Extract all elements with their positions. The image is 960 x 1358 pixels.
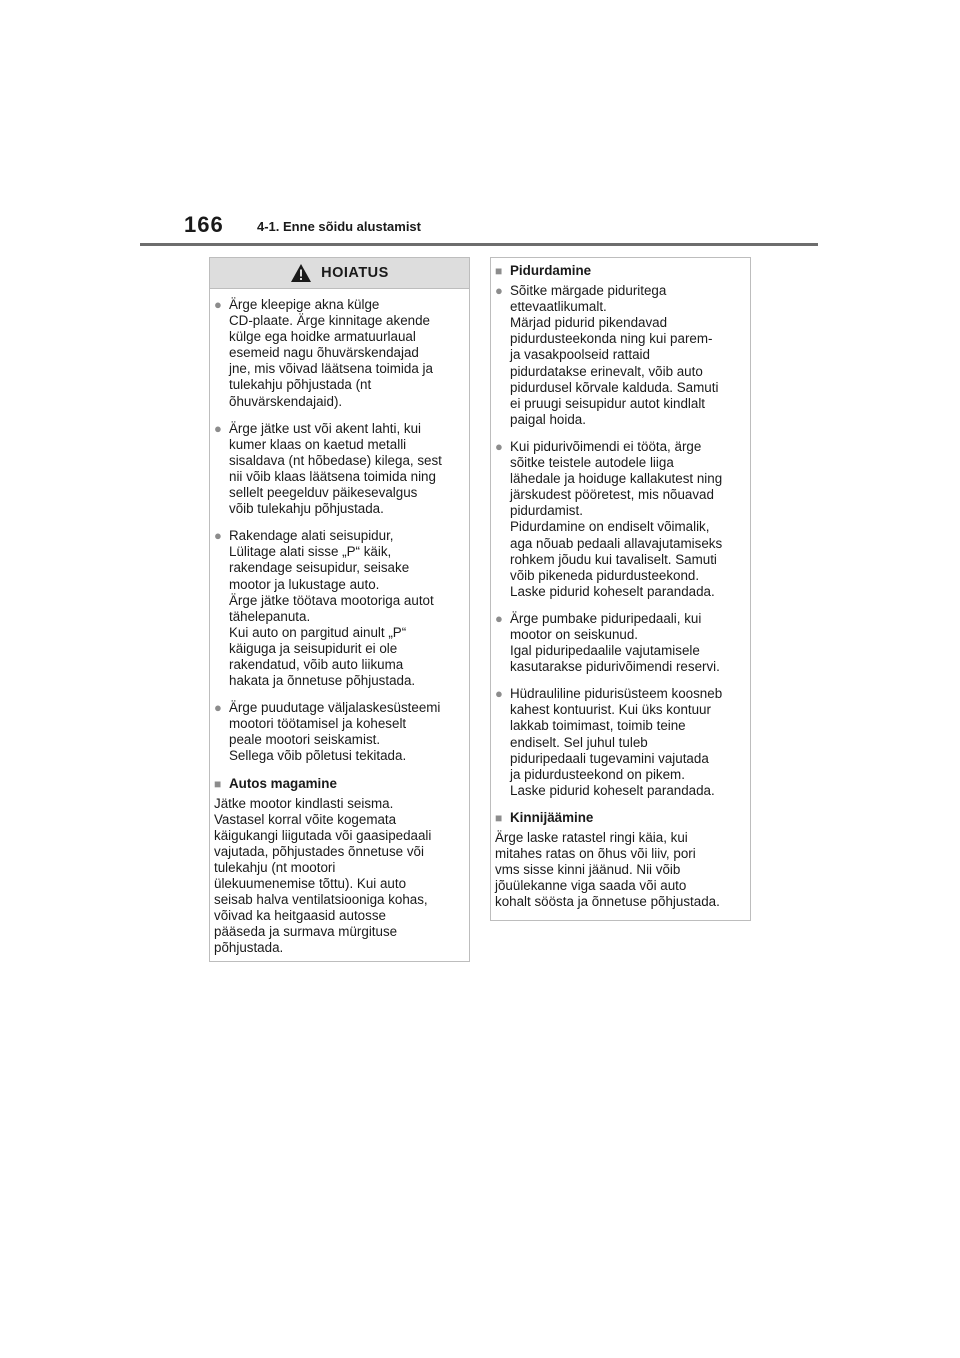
braking-content: [491, 263, 750, 910]
list-item: [495, 611, 742, 675]
bullet-text: Kui pidurivõimendi ei tööta, ärge sõitke teistele autodele liiga lähedale ja hoiduge kallakutest ning järskudest pööretest, mis nõuavad pidurdamist. Pidurdamine on endiselt võimalik, aga nõuab pedaali allavajutamiseks rohkem jõudu kui tavaliselt. Samuti võib pikeneda pidurdusteekond. Laske pidurid koheselt parandada.: [510, 438, 723, 599]
square-marker-icon: ■: [214, 776, 222, 791]
heading-text: Pidurdamine: [510, 263, 592, 278]
section-paragraph: Jätke mootor kindlasti seisma. Vastasel korral võite kogemata käigukangi liigutada või gaasipedaali vajutada, põhjustades õnnetuse või tulekahju (nt mootori ülekuumenemise tõttu). Kui auto seisab halva ventilatsiooniga kohas, võivad ka heitgaasid autosse pääseda ja surmava mürgituse põhjustada.: [214, 795, 432, 956]
circle-bullet-icon: ●: [495, 438, 503, 454]
circle-bullet-icon: ●: [495, 610, 503, 626]
bullet-text: Ärge puudutage väljalaskesüsteemi mootori töötamisel ja koheselt peale mootori seiskamist. Sellega võib põletusi tekitada.: [229, 700, 441, 764]
page-number: 166: [184, 212, 224, 237]
braking-box: [490, 257, 751, 921]
warning-box: [209, 257, 470, 962]
bullet-text: Hüdrauliline pidurisüsteem koosneb kahest kontuurist. Kui üks kontuur lakkab toimimast, toimib teine endiselt. Sel juhul tuleb piduripedaali tugevamini vajutada ja pidurdusteekond on pikem. Laske pidurid koheselt parandada.: [510, 686, 723, 798]
list-item: [214, 297, 461, 410]
warning-triangle-icon: [290, 263, 312, 283]
square-marker-icon: ■: [495, 810, 503, 825]
list-item: [495, 439, 742, 600]
bullet-text: Ärge kleepige akna külge CD-plaate. Ärge kinnitage akende külge ega hoidke armatuurlaual esemeid nagu õhuvärskendajad jne, mis võivad läätsena toimida ja tulekahju põhjustada (nt õhuvärskendajaid).: [229, 297, 433, 409]
bullet-text: Sõitke märgade piduritega ettevaatlikumalt. Märjad pidurid pikendavad pidurdusteekonda ning kui parem- ja vasakpoolseid rattaid pidurdatakse erinevalt, võib auto pidurdusel kõrvale kalduda. Samuti ei pruugi seisupidur autot kindlalt paigal hoida.: [510, 283, 719, 427]
warning-content: [210, 289, 469, 957]
section-paragraph: Ärge laske ratastel ringi käia, kui mitahes ratas on õhus või liiv, pori vms sisse kinni jäänud. Nii võib jõuülekanne viga saada või auto kohalt söösta ja õnnetuse põhjustada.: [495, 830, 720, 910]
header-rule: [140, 243, 818, 246]
list-item: [495, 686, 742, 799]
circle-bullet-icon: ●: [214, 297, 222, 312]
section-title: 4-1. Enne sõidu alustamist: [257, 219, 421, 234]
heading-text: Kinnijäämine: [510, 809, 594, 825]
circle-bullet-icon: ●: [214, 420, 222, 436]
list-item: [214, 528, 461, 689]
circle-bullet-icon: ●: [495, 686, 503, 702]
heading-text: Autos magamine: [229, 775, 337, 791]
list-item: [214, 700, 461, 764]
circle-bullet-icon: ●: [495, 283, 503, 299]
warning-header: [210, 258, 469, 289]
warning-title: HOIATUS: [321, 264, 389, 281]
section-heading: [214, 776, 461, 792]
bullet-text: Ärge jätke ust või akent lahti, kui kumer klaas on kaetud metalli sisaldava (nt hõbedase) kilega, sest nii võib klaas läätsena toimida ning sellelt peegelduv päikesevalgus võib tulekahju põhjustada.: [229, 420, 442, 517]
square-marker-icon: ■: [495, 264, 503, 278]
section-heading: [495, 263, 742, 279]
list-item: [495, 283, 742, 428]
circle-bullet-icon: ●: [214, 528, 222, 544]
bullet-text: Ärge pumbake piduripedaali, kui mootor on seiskunud. Igal piduripedaalile vajutamisele kasutarakse pidurivõimendi reservi.: [510, 610, 720, 675]
list-item: [214, 421, 461, 518]
circle-bullet-icon: ●: [214, 700, 222, 716]
section-heading: [495, 810, 742, 826]
bullet-text: Rakendage alati seisupidur, Lülitage alati sisse „P“ käik, rakendage seisupidur, seisake mootor ja lukustage auto. Ärge jätke töötava mootoriga autot tähelepanuta. Kui auto on pargitud ainult „P“ käiguga ja seisupidurit ei ole rakendatud, võib auto liikuma hakata ja õnnetuse põhjustada.: [229, 528, 434, 689]
